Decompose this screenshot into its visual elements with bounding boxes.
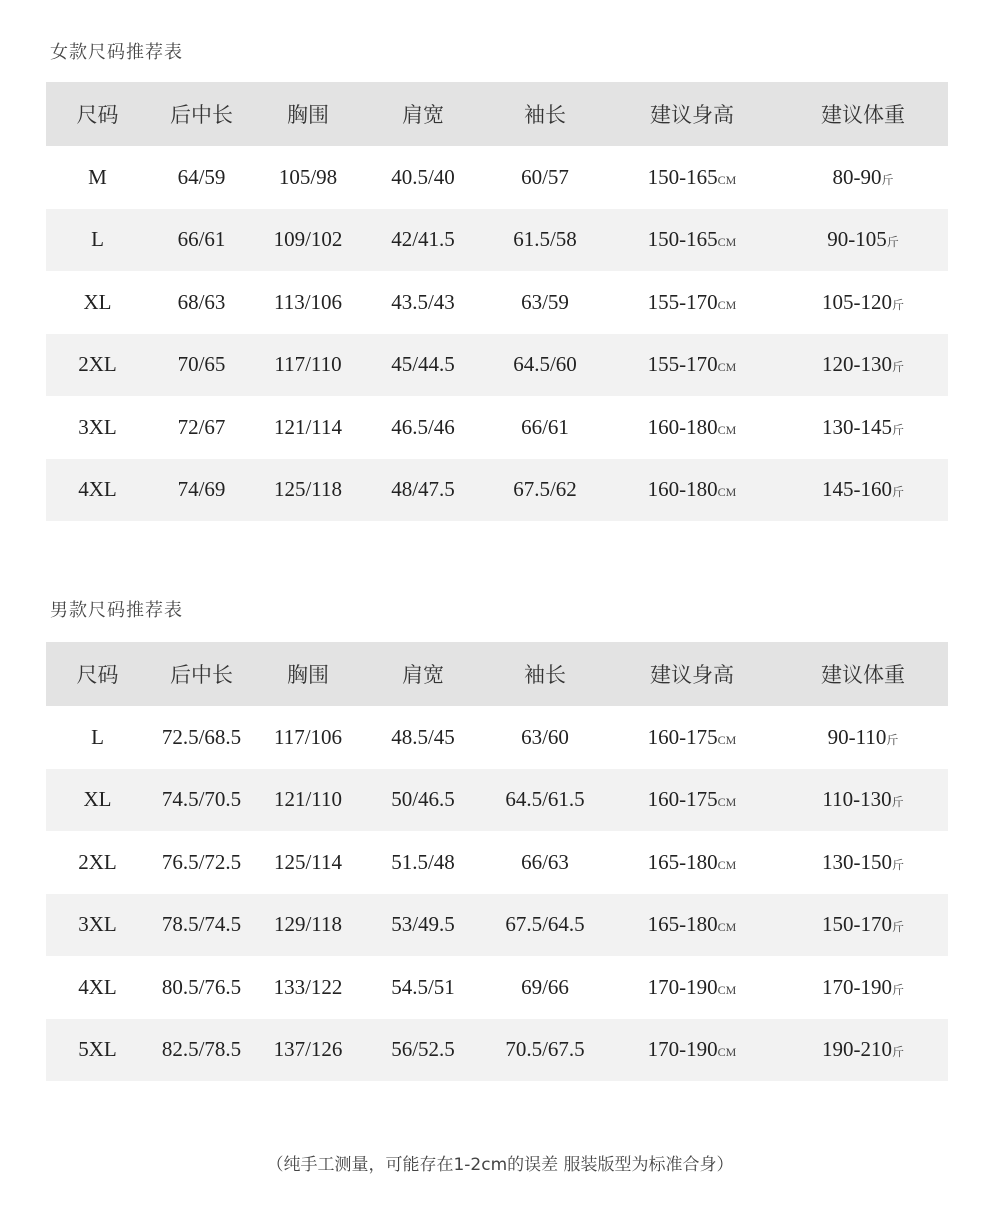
height-unit: CM — [717, 297, 737, 312]
cell-back-length — [149, 975, 254, 1000]
cell-sleeve — [484, 227, 606, 252]
cell-chest — [254, 787, 362, 812]
cell-chest — [254, 725, 362, 750]
cell-value: 5XL — [78, 1037, 117, 1062]
cell-shoulder — [362, 477, 484, 502]
cell-value: 150-170 — [821, 912, 892, 937]
height-unit: CM — [717, 920, 737, 935]
height-unit: CM — [717, 235, 737, 250]
cell-value: 110-130 — [822, 787, 892, 812]
table-row — [46, 209, 948, 272]
table-row — [46, 769, 948, 832]
cell-value: 2XL — [78, 352, 117, 377]
cell-size — [46, 165, 149, 190]
cell-value: 137/126 — [273, 1037, 343, 1062]
cell-sleeve — [484, 787, 606, 812]
cell-sleeve — [484, 477, 606, 502]
cell-value: 72.5/68.5 — [161, 724, 242, 749]
weight-unit: 斤 — [886, 732, 899, 747]
cell-back-length — [149, 787, 254, 812]
cell-value: 4XL — [78, 477, 117, 502]
weight-unit: 斤 — [886, 235, 899, 250]
cell-back-length — [149, 227, 254, 252]
column-header: 尺码 — [76, 103, 119, 127]
cell-back-length — [149, 1037, 254, 1062]
table-row — [46, 396, 948, 459]
cell-chest — [254, 415, 362, 440]
cell-value: 3XL — [78, 912, 117, 937]
height-unit: CM — [717, 1045, 737, 1060]
cell-value: L — [91, 227, 104, 252]
cell-shoulder — [362, 415, 484, 440]
cell-value: 70.5/67.5 — [505, 1037, 585, 1062]
cell-value: 170-190 — [647, 974, 718, 999]
table-header-row — [46, 82, 948, 146]
cell-weight — [778, 1037, 948, 1062]
cell-value: 66/61 — [177, 227, 226, 252]
cell-sleeve — [484, 352, 606, 377]
cell-shoulder — [362, 975, 484, 1000]
cell-value: 113/106 — [273, 289, 343, 314]
column-header: 肩宽 — [402, 663, 444, 687]
cell-value: 63/59 — [521, 289, 569, 314]
cell-value: 64.5/60 — [513, 352, 577, 377]
cell-value: 56/52.5 — [391, 1037, 455, 1062]
cell-height — [606, 227, 778, 252]
column-header: 袖长 — [524, 663, 566, 687]
cell-value: 121/114 — [273, 414, 343, 439]
cell-size — [46, 787, 149, 812]
cell-value: 170-190 — [647, 1037, 718, 1062]
cell-value: 105-120 — [821, 289, 892, 314]
cell-value: 165-180 — [647, 849, 718, 874]
column-header: 建议身高 — [650, 663, 734, 687]
cell-value: 4XL — [78, 974, 117, 999]
cell-shoulder — [362, 725, 484, 750]
cell-value: M — [88, 164, 107, 189]
cell-value: 190-210 — [821, 1037, 892, 1062]
cell-shoulder — [362, 352, 484, 377]
weight-unit: 斤 — [891, 360, 904, 375]
weight-unit: 斤 — [891, 297, 904, 312]
cell-value: 155-170 — [647, 352, 718, 377]
cell-value: 160-180 — [647, 414, 718, 439]
cell-height — [606, 352, 778, 377]
cell-value: 42/41.5 — [391, 227, 455, 252]
height-unit: CM — [717, 172, 737, 187]
cell-value: 51.5/48 — [391, 849, 455, 874]
cell-back-length — [149, 290, 254, 315]
cell-value: 76.5/72.5 — [161, 849, 242, 874]
cell-value: 67.5/62 — [513, 477, 577, 502]
cell-value: 60/57 — [521, 164, 569, 189]
cell-value: 48/47.5 — [391, 477, 455, 502]
cell-back-length — [149, 352, 254, 377]
cell-weight — [778, 477, 948, 502]
table-row — [46, 334, 948, 397]
cell-value: 150-165 — [647, 227, 718, 252]
cell-value: 145-160 — [821, 477, 892, 502]
cell-value: 130-145 — [821, 414, 892, 439]
cell-back-length — [149, 415, 254, 440]
table-row — [46, 956, 948, 1019]
cell-size — [46, 290, 149, 315]
cell-shoulder — [362, 912, 484, 937]
table-row — [46, 271, 948, 334]
cell-weight — [778, 227, 948, 252]
cell-weight — [778, 165, 948, 190]
cell-sleeve — [484, 912, 606, 937]
cell-value: 121/110 — [273, 787, 343, 812]
cell-value: 125/114 — [273, 849, 343, 874]
height-unit: CM — [717, 732, 737, 747]
cell-back-length — [149, 725, 254, 750]
cell-shoulder — [362, 227, 484, 252]
weight-unit: 斤 — [891, 485, 904, 500]
cell-value: 50/46.5 — [391, 787, 455, 812]
cell-chest — [254, 290, 362, 315]
cell-sleeve — [484, 975, 606, 1000]
table-row — [46, 146, 948, 209]
cell-weight — [778, 850, 948, 875]
column-header: 建议体重 — [821, 103, 905, 127]
table-row — [46, 706, 948, 769]
cell-sleeve — [484, 850, 606, 875]
column-header: 胸围 — [287, 103, 329, 127]
men-size-table — [46, 642, 948, 1081]
cell-shoulder — [362, 290, 484, 315]
cell-chest — [254, 352, 362, 377]
height-unit: CM — [717, 360, 737, 375]
cell-value: 155-170 — [647, 289, 718, 314]
cell-sleeve — [484, 725, 606, 750]
cell-value: 61.5/58 — [513, 227, 577, 252]
cell-height — [606, 975, 778, 1000]
cell-value: 74.5/70.5 — [161, 787, 242, 812]
cell-size — [46, 227, 149, 252]
cell-value: 105/98 — [278, 164, 338, 189]
cell-value: 66/61 — [521, 414, 569, 439]
cell-height — [606, 850, 778, 875]
women-size-table — [46, 82, 948, 521]
cell-value: 46.5/46 — [391, 414, 455, 439]
women-size-chart-title: 女款尺码推荐表 — [50, 42, 183, 63]
cell-size — [46, 477, 149, 502]
cell-size — [46, 850, 149, 875]
cell-size — [46, 1037, 149, 1062]
cell-weight — [778, 975, 948, 1000]
cell-value: 68/63 — [177, 289, 226, 314]
cell-height — [606, 725, 778, 750]
table-row — [46, 459, 948, 522]
cell-value: 90-110 — [827, 724, 887, 749]
column-header: 后中长 — [170, 663, 233, 687]
weight-unit: 斤 — [891, 795, 904, 810]
column-header: 尺码 — [76, 663, 119, 687]
cell-shoulder — [362, 1037, 484, 1062]
cell-sleeve — [484, 415, 606, 440]
cell-value: XL — [83, 289, 112, 314]
cell-value: 45/44.5 — [391, 352, 455, 377]
cell-height — [606, 165, 778, 190]
cell-value: 2XL — [78, 849, 117, 874]
cell-value: XL — [83, 787, 112, 812]
cell-height — [606, 912, 778, 937]
height-unit: CM — [717, 857, 737, 872]
cell-value: 160-180 — [647, 477, 718, 502]
cell-value: 72/67 — [177, 414, 226, 439]
height-unit: CM — [717, 982, 737, 997]
cell-value: L — [91, 724, 104, 749]
cell-size — [46, 352, 149, 377]
cell-value: 69/66 — [521, 974, 569, 999]
cell-sleeve — [484, 165, 606, 190]
height-unit: CM — [717, 795, 737, 810]
cell-value: 54.5/51 — [391, 974, 455, 999]
cell-value: 160-175 — [647, 787, 718, 812]
table-header-row — [46, 642, 948, 706]
cell-value: 133/122 — [273, 974, 343, 999]
cell-value: 165-180 — [647, 912, 718, 937]
cell-value: 78.5/74.5 — [161, 912, 242, 937]
height-unit: CM — [717, 422, 737, 437]
cell-weight — [778, 787, 948, 812]
weight-unit: 斤 — [891, 1045, 904, 1060]
cell-value: 80.5/76.5 — [161, 974, 242, 999]
cell-height — [606, 787, 778, 812]
cell-chest — [254, 912, 362, 937]
cell-shoulder — [362, 850, 484, 875]
cell-height — [606, 477, 778, 502]
column-header: 袖长 — [524, 103, 566, 127]
height-unit: CM — [717, 485, 737, 500]
cell-weight — [778, 912, 948, 937]
cell-value: 160-175 — [647, 724, 718, 749]
column-header: 肩宽 — [402, 103, 444, 127]
cell-size — [46, 912, 149, 937]
cell-value: 48.5/45 — [391, 724, 455, 749]
cell-chest — [254, 227, 362, 252]
cell-value: 53/49.5 — [391, 912, 455, 937]
cell-value: 120-130 — [821, 352, 892, 377]
measurement-note: （纯手工测量，可能存在1-2cm的误差 服装版型为标准合身） — [266, 1155, 734, 1175]
cell-value: 74/69 — [177, 477, 226, 502]
weight-unit: 斤 — [891, 982, 904, 997]
weight-unit: 斤 — [891, 920, 904, 935]
cell-value: 70/65 — [177, 352, 226, 377]
cell-size — [46, 415, 149, 440]
cell-height — [606, 290, 778, 315]
cell-chest — [254, 477, 362, 502]
cell-value: 63/60 — [521, 724, 569, 749]
column-header: 建议体重 — [821, 663, 905, 687]
cell-shoulder — [362, 165, 484, 190]
cell-back-length — [149, 477, 254, 502]
cell-weight — [778, 415, 948, 440]
cell-value: 130-150 — [821, 849, 892, 874]
weight-unit: 斤 — [891, 857, 904, 872]
weight-unit: 斤 — [881, 172, 894, 187]
cell-chest — [254, 1037, 362, 1062]
column-header: 后中长 — [170, 103, 233, 127]
cell-size — [46, 725, 149, 750]
column-header: 胸围 — [287, 663, 329, 687]
cell-value: 129/118 — [273, 912, 343, 937]
cell-weight — [778, 352, 948, 377]
table-row — [46, 894, 948, 957]
cell-value: 117/110 — [274, 352, 342, 377]
cell-value: 66/63 — [521, 849, 569, 874]
cell-size — [46, 975, 149, 1000]
cell-value: 125/118 — [273, 477, 343, 502]
cell-value: 109/102 — [273, 227, 343, 252]
cell-value: 40.5/40 — [391, 164, 455, 189]
cell-sleeve — [484, 1037, 606, 1062]
table-row — [46, 831, 948, 894]
cell-shoulder — [362, 787, 484, 812]
cell-value: 64.5/61.5 — [505, 787, 585, 812]
cell-value: 170-190 — [821, 974, 892, 999]
cell-chest — [254, 165, 362, 190]
cell-back-length — [149, 165, 254, 190]
cell-back-length — [149, 912, 254, 937]
cell-value: 82.5/78.5 — [161, 1037, 242, 1062]
cell-value: 80-90 — [832, 164, 882, 189]
men-size-chart-title: 男款尺码推荐表 — [50, 600, 183, 621]
cell-chest — [254, 850, 362, 875]
cell-value: 90-105 — [827, 227, 887, 252]
cell-value: 150-165 — [647, 164, 718, 189]
cell-weight — [778, 290, 948, 315]
cell-value: 117/106 — [273, 724, 343, 749]
cell-height — [606, 415, 778, 440]
cell-weight — [778, 725, 948, 750]
table-row — [46, 1019, 948, 1082]
cell-value: 43.5/43 — [391, 289, 455, 314]
cell-value: 3XL — [78, 414, 117, 439]
weight-unit: 斤 — [891, 422, 904, 437]
cell-value: 64/59 — [177, 164, 226, 189]
cell-sleeve — [484, 290, 606, 315]
cell-chest — [254, 975, 362, 1000]
cell-back-length — [149, 850, 254, 875]
column-header: 建议身高 — [650, 103, 734, 127]
cell-height — [606, 1037, 778, 1062]
cell-value: 67.5/64.5 — [505, 912, 585, 937]
